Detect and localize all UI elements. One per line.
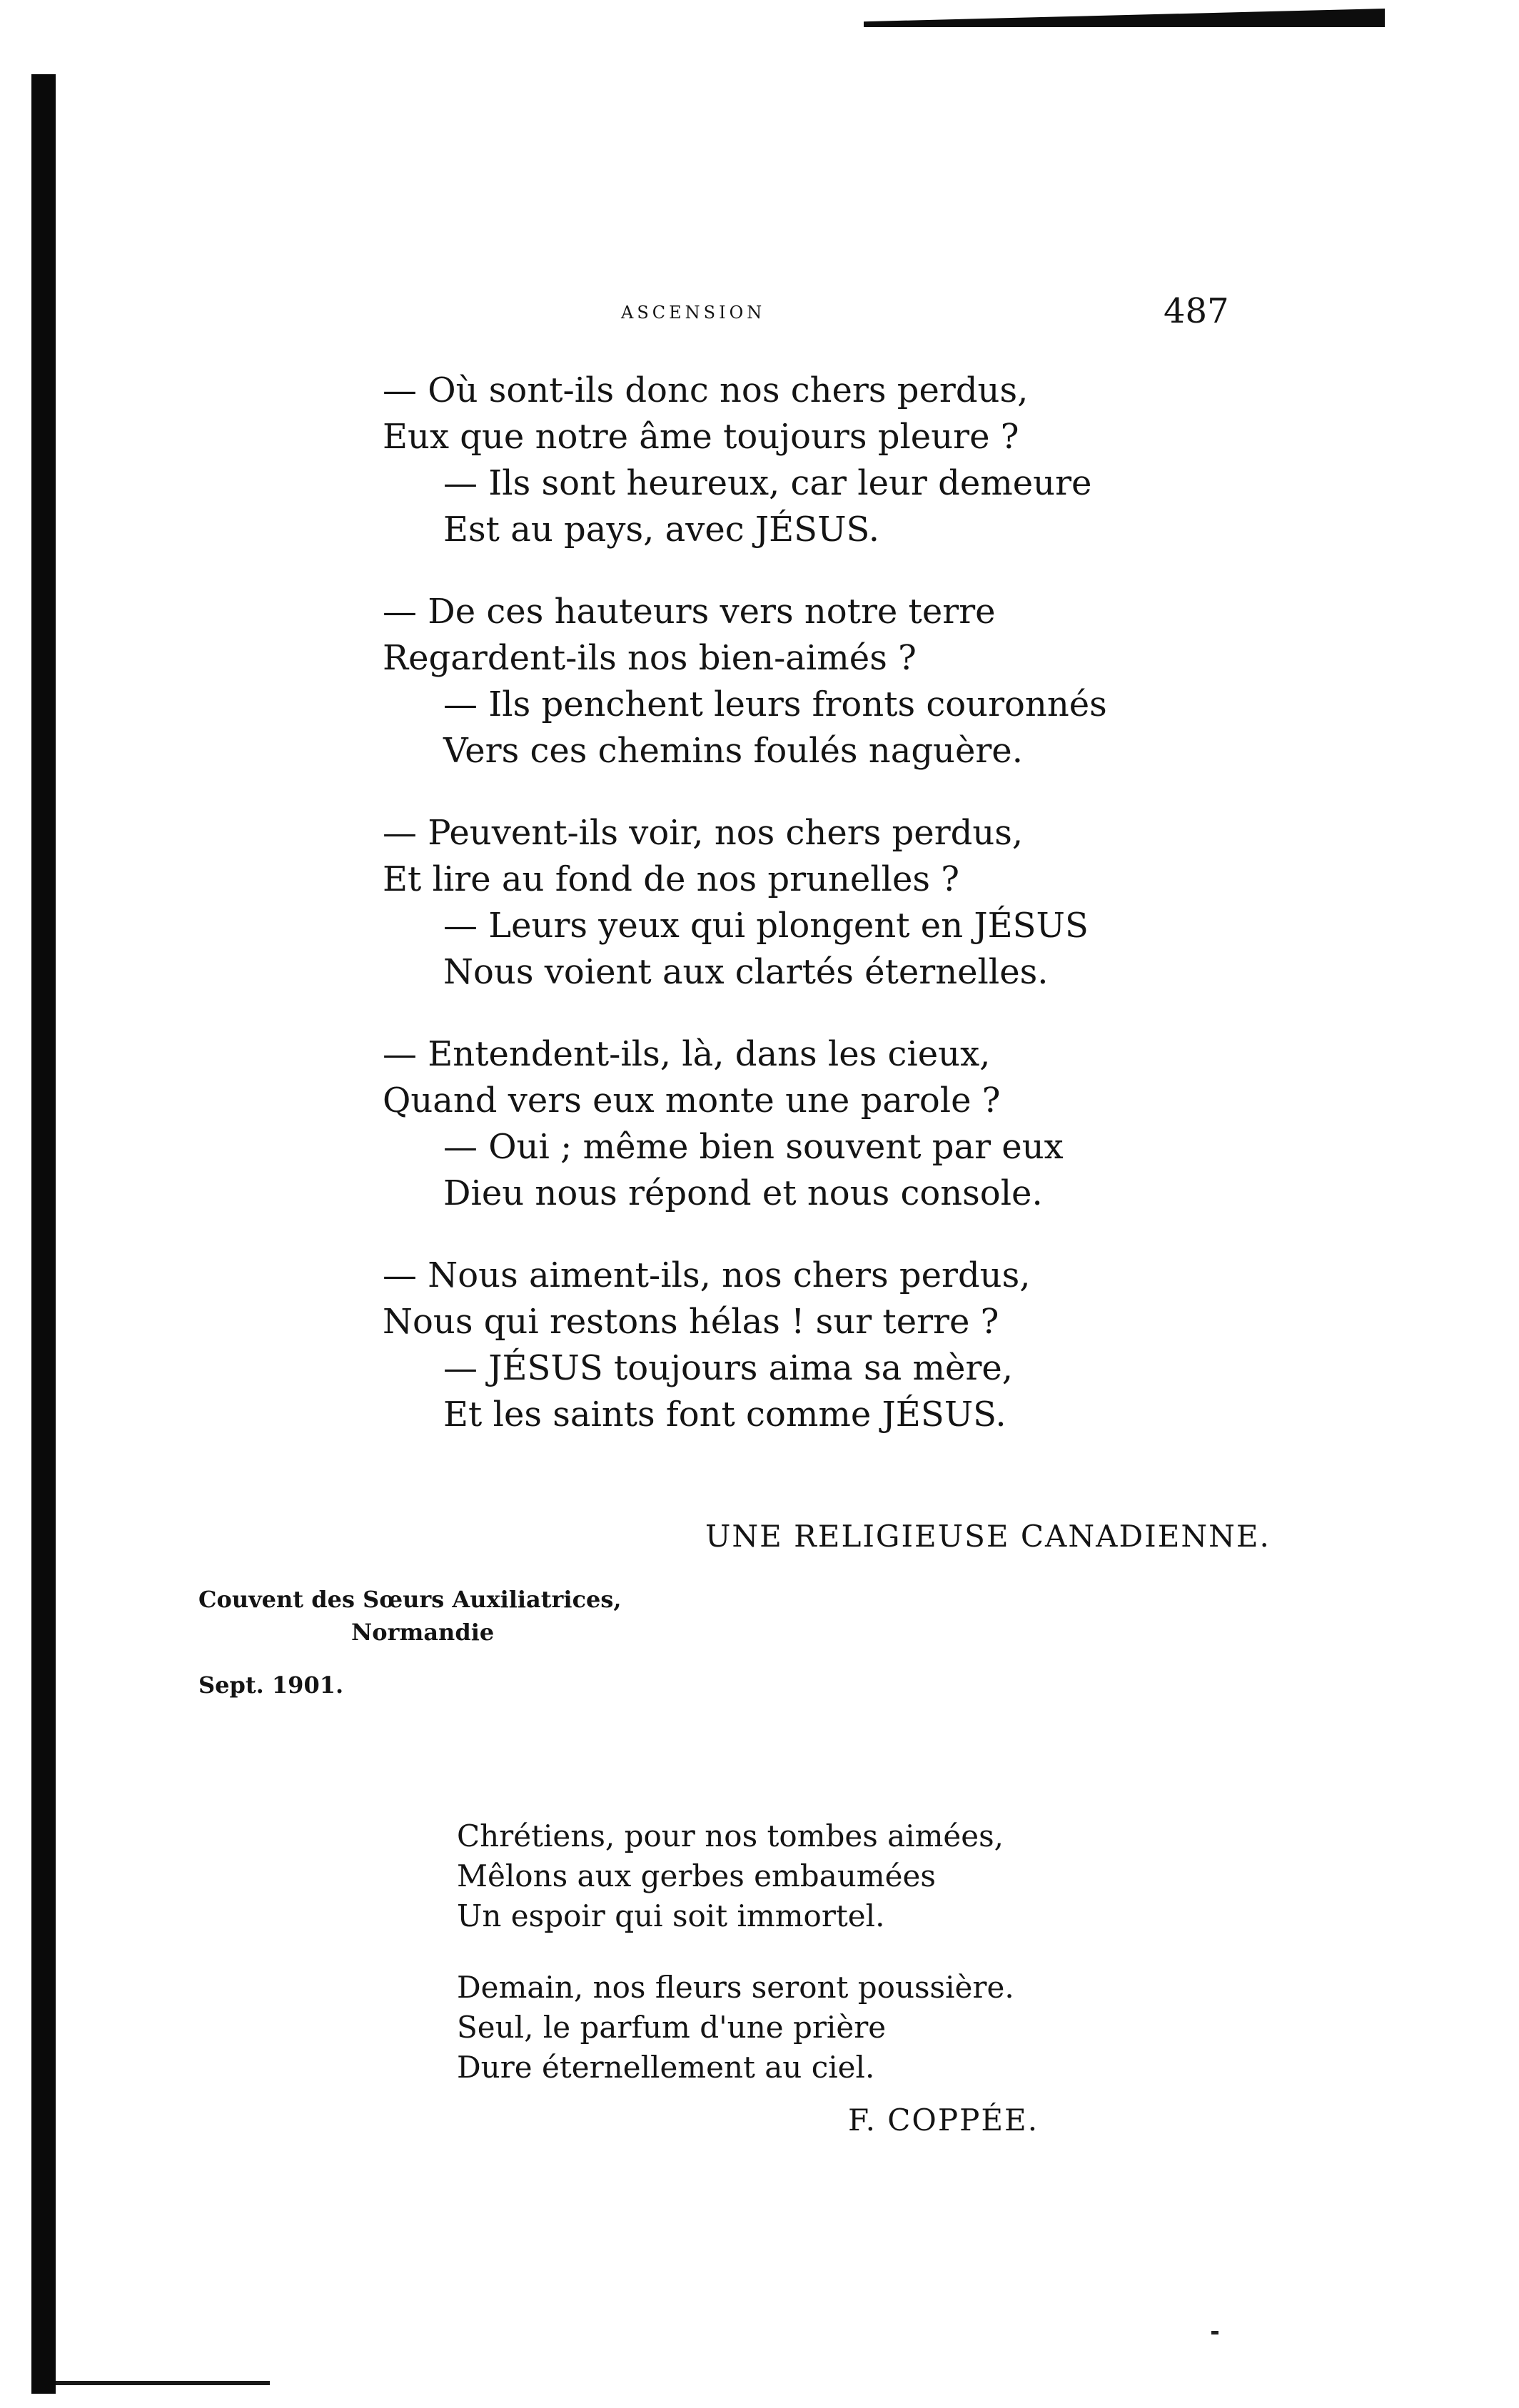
epigraph-line: Demain, nos fleurs seront poussière. <box>457 1970 1014 2005</box>
epigraph <box>457 1816 1313 2119</box>
poem-line: Quand vers eux monte une parole ? <box>383 1081 1001 1120</box>
poem-line: — Ils sont heureux, car leur demeure <box>443 463 1092 503</box>
poem-line: Et les saints font comme JÉSUS. <box>443 1395 1006 1435</box>
epigraph-line: Un espoir qui soit immortel. <box>457 1898 885 1933</box>
scan-edge-bottom <box>56 2381 270 2385</box>
epigraph-line: Seul, le parfum d'une prière <box>457 2010 887 2045</box>
poem <box>383 368 1311 1474</box>
poem-stanza-2 <box>383 589 1311 774</box>
epigraph-author: F. COPPÉE. <box>848 2103 1039 2138</box>
poem-line: — Ils penchent leurs fronts couronnés <box>443 684 1107 724</box>
poem-line: Regardent-ils nos bien-aimés ? <box>383 638 917 678</box>
poem-stanza-1 <box>383 368 1311 553</box>
epigraph-stanza-1 <box>457 1816 1313 1936</box>
page-number: 487 <box>1164 291 1229 331</box>
dateline-region: Normandie <box>351 1619 495 1646</box>
poem-stanza-5 <box>383 1253 1311 1438</box>
poem-line: — JÉSUS toujours aima sa mère, <box>443 1348 1014 1388</box>
poem-line: — De ces hauteurs vers notre terre <box>383 592 996 632</box>
scan-speck <box>1211 2331 1218 2334</box>
poem-stanza-4 <box>383 1031 1311 1217</box>
epigraph-line: Mêlons aux gerbes embaumées <box>457 1858 936 1893</box>
scan-edge-top <box>864 9 1385 27</box>
poem-line: — Oui ; même bien souvent par eux <box>443 1127 1064 1167</box>
poem-line: Et lire au fond de nos prunelles ? <box>383 859 959 899</box>
poem-line: Est au pays, avec JÉSUS. <box>443 510 879 550</box>
poem-stanza-3 <box>383 810 1311 996</box>
epigraph-stanza-2 <box>457 1968 1313 2088</box>
running-title: ascension <box>621 296 766 325</box>
dateline-place: Couvent des Sœurs Auxiliatrices, <box>198 1586 622 1613</box>
epigraph-line: Chrétiens, pour nos tombes aimées, <box>457 1818 1004 1853</box>
poem-signature: UNE RELIGIEUSE CANADIENNE. <box>705 1519 1271 1554</box>
poem-line: — Leurs yeux qui plongent en JÉSUS <box>443 906 1089 946</box>
poem-line: Nous voient aux clartés éternelles. <box>443 952 1049 992</box>
poem-line: Vers ces chemins foulés naguère. <box>443 731 1023 771</box>
poem-line: Nous qui restons hélas ! sur terre ? <box>383 1302 999 1342</box>
dateline-date: Sept. 1901. <box>198 1671 344 1699</box>
poem-line: — Entendent-ils, là, dans les cieux, <box>383 1034 991 1074</box>
scan-spine-shadow <box>31 74 56 2394</box>
poem-line: — Où sont-ils donc nos chers perdus, <box>383 370 1029 410</box>
poem-line: — Nous aiment-ils, nos chers perdus, <box>383 1255 1031 1295</box>
poem-line: Dieu nous répond et nous console. <box>443 1173 1043 1213</box>
poem-line: — Peuvent-ils voir, nos chers perdus, <box>383 813 1024 853</box>
poem-line: Eux que notre âme toujours pleure ? <box>383 417 1019 457</box>
epigraph-line: Dure éternellement au ciel. <box>457 2050 875 2085</box>
